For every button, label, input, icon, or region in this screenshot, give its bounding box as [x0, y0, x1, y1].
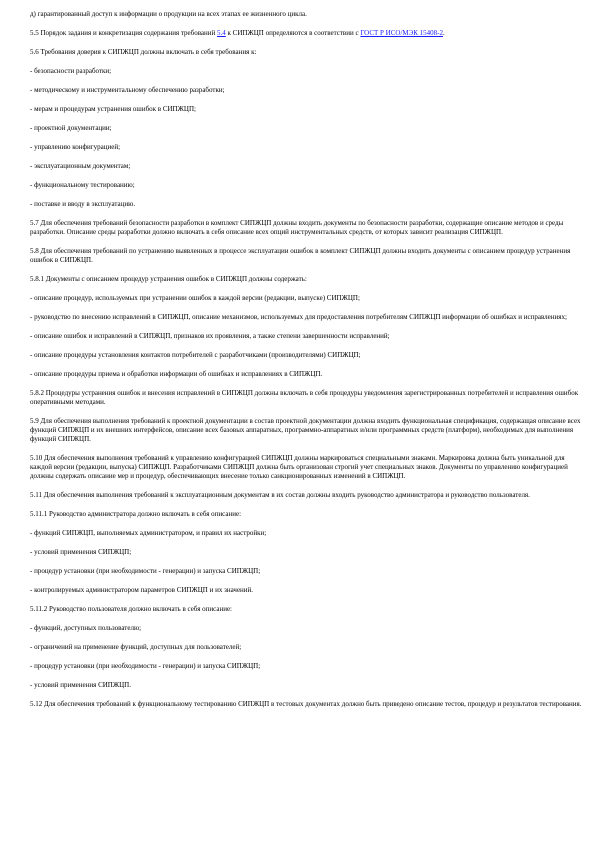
list-item: - проектной документации;: [30, 124, 112, 132]
document-page: [30, 10, 582, 719]
paragraph: д) гарантированный доступ к информации о продукции на всех этапах ее жизненного цикла.: [30, 10, 307, 18]
list-item: - процедур установки (при необходимости - генерации) и запуска СИПЖЦП;: [30, 567, 261, 575]
paragraph: 5.8.1 Документы с описанием процедур устранения ошибок в СИПЖЦП должны содержать:: [30, 275, 307, 283]
paragraph: 5.11.1 Руководство администратора должно включать в себя описание:: [30, 510, 242, 518]
paragraph: 5.9 Для обеспечения выполнения требований к проектной документации в состав проектной документации должна входить функциональная спецификация, содержащая описание всех функций СИПЖЦП и их внешних интерфейсов, описание всех базовых аппаратных, программно-аппаратных и/или программных средств (платформ), необходимых для выполнения функций СИПЖЦП.: [30, 417, 581, 443]
paragraph-text: .: [442, 29, 445, 37]
list-item: - условий применения СИПЖЦП.: [30, 681, 131, 689]
paragraph-text: 5.5 Порядок задания и конкретизация содержания требований: [30, 29, 218, 37]
list-item: - поставке и вводу в эксплуатацию.: [30, 200, 136, 208]
list-item: - эксплуатационным документам;: [30, 162, 131, 170]
list-item: - функций, доступных пользователю;: [30, 624, 142, 632]
paragraph: 5.8 Для обеспечения требований по устранению выявленных в процессе эксплуатации ошибок в комплект СИПЖЦП должны входить документы с описанием процедур устранения ошибок в СИПЖЦП.: [30, 247, 571, 264]
section-link[interactable]: 5.4: [217, 29, 226, 37]
paragraph: 5.8.2 Процедуры устранения ошибок и внесения исправлений в СИПЖЦП должны включать в себя процедуры уведомления зарегистрированных потребителей и исправления ошибок оперативными методами.: [30, 389, 579, 406]
paragraph-text: к СИПЖЦП определяются в соответствии с: [225, 29, 361, 37]
list-item: - описание ошибок и исправлений в СИПЖЦП, признаков их проявления, а также степени завершенности исправлений;: [30, 332, 390, 340]
list-item: - описание процедур, используемых при устранении ошибок в каждой версии (редакции, выпуске) СИПЖЦП;: [30, 294, 360, 302]
paragraph: 5.7 Для обеспечения требований безопасности разработки в комплект СИПЖЦП должны входить документы по безопасности разработки, содержащие описание методов и среды разработки. Описание среды разработки должно включать в себя описание всех опций инструментальных средств, от которых зависит реализация СИПЖЦП.: [30, 219, 564, 236]
standard-link[interactable]: ГОСТ Р ИСО/МЭК 15408-2: [360, 29, 443, 37]
paragraph: 5.12 Для обеспечения требований к функциональному тестированию СИПЖЦП в тестовых документах должно быть приведено описание тестов, процедур и результатов тестирования.: [30, 700, 582, 708]
paragraph-with-links: [30, 29, 582, 38]
paragraph: 5.10 Для обеспечения выполнения требований к управлению конфигурацией СИПЖЦП должны маркироваться специальными знаками. Маркировка должна быть уникальной для каждой версии (редакции, выпуска) СИПЖЦП. Разработчиками СИПЖЦП должна быть организован строгий учет специальных знаков. Документы по управлению конфигурацией должны содержать описание мер и процедур, обеспечивающих внесение только санкционированных изменений в СИПЖЦП.: [30, 454, 568, 480]
list-item: - описание процедуры установления контактов потребителей с разработчиками (производителями) СИПЖЦП;: [30, 351, 361, 359]
list-item: - условий применения СИПЖЦП;: [30, 548, 132, 556]
list-item: - процедур установки (при необходимости - генерации) и запуска СИПЖЦП;: [30, 662, 261, 670]
list-item: - функций СИПЖЦП, выполняемых администратором, и правил их настройки;: [30, 529, 267, 537]
list-item: - управлению конфигурацией;: [30, 143, 121, 151]
list-item: - ограничений на применение функций, доступных для пользователей;: [30, 643, 242, 651]
list-item: - руководство по внесению исправлений в СИПЖЦП, описание механизмов, используемых для предоставления потребителям СИПЖЦП информации об ошибках и исправлениях;: [30, 313, 567, 321]
paragraph: 5.6 Требования доверия к СИПЖЦП должны включать в себя требования к:: [30, 48, 257, 56]
list-item: - безопасности разработки;: [30, 67, 112, 75]
list-item: - мерам и процедурам устранения ошибок в СИПЖЦП;: [30, 105, 196, 113]
list-item: - функциональному тестированию;: [30, 181, 135, 189]
paragraph: 5.11.2 Руководство пользователя должно включать в себя описание:: [30, 605, 233, 613]
list-item: - методическому и инструментальному обеспечению разработки;: [30, 86, 225, 94]
list-item: - контролируемых администратором параметров СИПЖЦП и их значений.: [30, 586, 254, 594]
paragraph: 5.11 Для обеспечения выполнения требований к эксплуатационным документам в их состав должны входить руководство администратора и руководство пользователя.: [30, 491, 530, 499]
list-item: - описание процедуры приема и обработки информации об ошибках и исправлениях в СИПЖЦП.: [30, 370, 323, 378]
